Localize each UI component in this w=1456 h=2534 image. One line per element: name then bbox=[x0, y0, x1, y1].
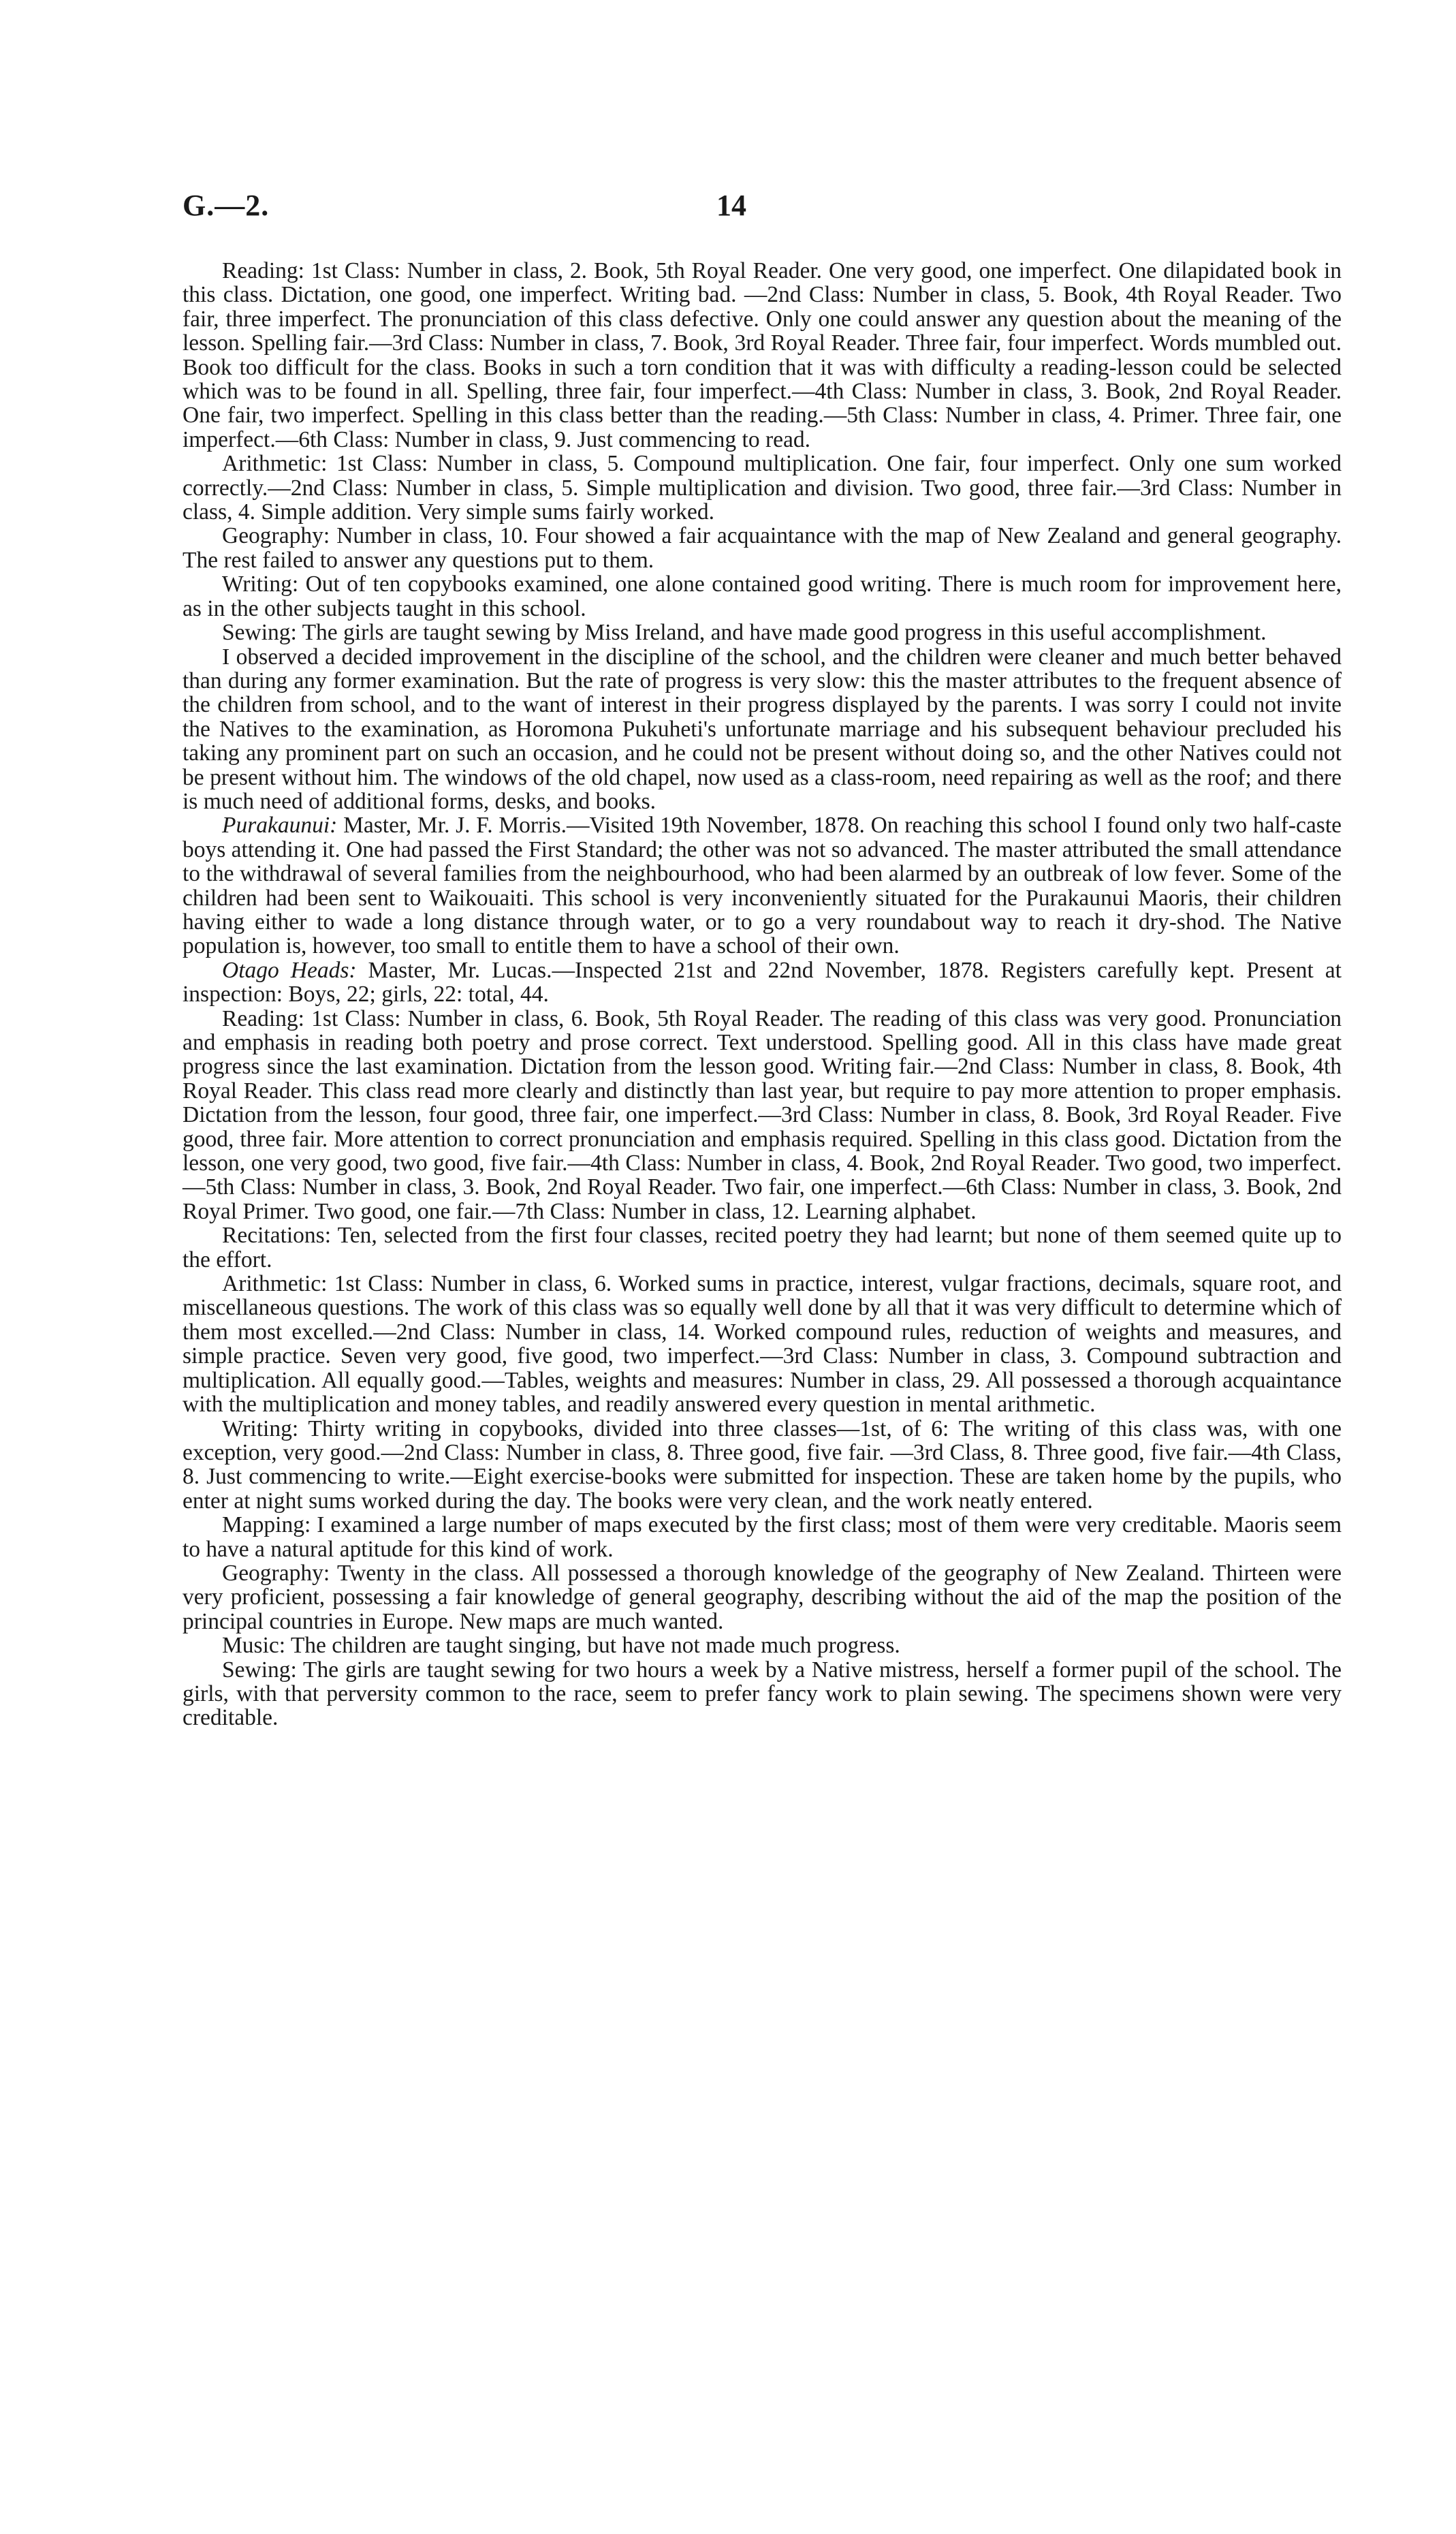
paragraph-recitations: Recitations: Ten, selected from the first four classes, recited poetry they had learnt; but none of them seemed quite up to the effort. bbox=[183, 1223, 1342, 1272]
paragraph-reading-2: Reading: 1st Class: Number in class, 6. Book, 5th Royal Reader. The reading of this class was very good. Pronunciation and emphasis in reading both poetry and prose correct. Text understood. Spelling good. All in this class have made great progress since the last examination. Dictation from the lesson good. Writing fair.—2nd Class: Number in class, 8. Book, 4th Royal Reader. This class read more clearly and distinctly than last year, but require to pay more attention to proper emphasis. Dictation from the lesson, four good, three fair, one imperfect.—3rd Class: Number in class, 8. Book, 3rd Royal Reader. Five good, three fair. More attention to correct pronunciation and emphasis required. Spelling in this class good. Dictation from the lesson, one very good, two good, five fair.—4th Class: Number in class, 4. Book, 2nd Royal Reader. Two good, two imperfect.—5th Class: Number in class, 3. Book, 2nd Royal Reader. Two fair, one imperfect.—6th Class: Number in class, 3. Book, 2nd Royal Primer. Two good, one fair.—7th Class: Number in class, 12. Learning alphabet. bbox=[183, 1005, 1342, 1224]
paragraph-purakaunui: Purakaunui: Master, Mr. J. F. Morris.—Visited 19th November, 1878. On reaching this school I found only two half-caste boys attending it. One had passed the First Standard; the other was not so advanced. The master attributed the small attendance to the withdrawal of several families from the neighbourhood, who had been alarmed by an outbreak of low fever. Some of the children had been sent to Waikouaiti. This school is very inconveniently situated for the Purakaunui Maoris, their children having either to wade a long distance through water, or to go a very roundabout way to reach it dry-shod. The Native population is, however, too small to entitle them to have a school of their own. bbox=[183, 813, 1342, 959]
paragraph-geography-2: Geography: Twenty in the class. All possessed a thorough knowledge of the geography of New Zealand. Thirteen were very proficient, possessing a fair knowledge of general geography, describing without the aid of the map the position of the principal countries in Europe. New maps are much wanted. bbox=[183, 1560, 1342, 1634]
report-reference: G.—2. bbox=[183, 189, 270, 222]
paragraph-sewing-1: Sewing: The girls are taught sewing by Miss Ireland, and have made good progress in this useful accomplishment. bbox=[222, 620, 1267, 646]
paragraph-arithmetic-2: Arithmetic: 1st Class: Number in class, 6. Worked sums in practice, interest, vulgar fractions, decimals, square root, and miscellaneous questions. The work of this class was so equally well done by all that it was very difficult to determine which of them most excelled.—2nd Class: Number in class, 14. Worked compound rules, reduction of weights and measures, and simple practice. Seven very good, five good, two imperfect.—3rd Class: Number in class, 3. Compound subtraction and multiplication. All equally good.—Tables, weights and measures: Number in class, 29. All possessed a thorough acquaintance with the multiplication and money tables, and readily answered every question in mental arithmetic. bbox=[183, 1271, 1342, 1418]
paragraph-reading-1: Reading: 1st Class: Number in class, 2. Book, 5th Royal Reader. One very good, one imperfect. One dilapidated book in this class. Dictation, one good, one imperfect. Writing bad. —2nd Class: Number in class, 5. Book, 4th Royal Reader. Two fair, three imperfect. The pronunciation of this class defective. Only one could answer any question about the meaning of the lesson. Spelling fair.—3rd Class: Number in class, 7. Book, 3rd Royal Reader. Three fair, four imperfect. Words mumbled out. Book too difficult for the class. Books in such a torn condition that it was with difficulty a reading-lesson could be selected which was to be found in all. Spelling, three fair, four imperfect.—4th Class: Number in class, 3. Book, 2nd Royal Reader. One fair, two imperfect. Spelling in this class better than the reading.—5th Class: Number in class, 4. Primer. Three fair, one imperfect.—6th Class: Number in class, 9. Just commencing to read. bbox=[183, 258, 1342, 452]
school-name-purakaunui: Purakaunui: bbox=[222, 813, 338, 839]
paragraph-sewing-2: Sewing: The girls are taught sewing for two hours a week by a Native mistress, herself a former pupil of the school. The girls, with that perversity common to the race, seem to prefer fancy work to plain sewing. The specimens shown were very creditable. bbox=[183, 1657, 1342, 1731]
school-name-otago-heads: Otago Heads: bbox=[222, 957, 357, 983]
paragraph-arithmetic-1: Arithmetic: 1st Class: Number in class, 5. Compound multiplication. One fair, four imperfect. Only one sum worked correctly.—2nd Class: Number in class, 5. Simple multiplication and division. Two good, three fair.—3rd Class: Number in class, 4. Simple addition. Very simple sums fairly worked. bbox=[183, 451, 1342, 525]
paragraph-writing-2: Writing: Thirty writing in copybooks, divided into three classes—1st, of 6: The writing of this class was, with one exception, very good.—2nd Class: Number in class, 8. Three good, five fair. —3rd Class, 8. Three good, five fair.—4th Class, 8. Just commencing to write.—Eight exercise-books were submitted for inspection. These are taken home by the pupils, who enter at night sums worked during the day. The books were very clean, and the work neatly entered. bbox=[183, 1415, 1342, 1514]
paragraph-writing-1: Writing: Out of ten copybooks examined, one alone contained good writing. There is much room for improvement here, as in the other subjects taught in this school. bbox=[183, 572, 1342, 621]
report-body bbox=[183, 259, 1342, 1730]
paragraph-mapping: Mapping: I examined a large number of maps executed by the first class; most of them were very creditable. Maoris seem to have a natural aptitude for this kind of work. bbox=[183, 1512, 1342, 1562]
paragraph-observations: I observed a decided improvement in the discipline of the school, and the children were cleaner and much better behaved than during any former examination. But the rate of progress is very slow: this the master attributes to the frequent absence of the children from school, and to the want of interest in their progress displayed by the parents. I was sorry I could not invite the Natives to the examination, as Horomona Pukuheti's unfortunate marriage and his subsequent behaviour precluded his taking any prominent part on such an occasion, and he could not be present without doing so, and the other Natives could not be present without him. The windows of the old chapel, now used as a class-room, need repairing as well as the roof; and there is much need of additional forms, desks, and books. bbox=[183, 644, 1342, 814]
paragraph-geography-1: Geography: Number in class, 10. Four showed a fair acquaintance with the map of New Zealand and general geography. The rest failed to answer any questions put to them. bbox=[183, 523, 1342, 573]
paragraph-otago-heads: Otago Heads: Master, Mr. Lucas.—Inspected 21st and 22nd November, 1878. Registers carefully kept. Present at inspection: Boys, 22; girls, 22: total, 44. bbox=[183, 957, 1342, 1007]
paragraph-music: Music: The children are taught singing, but have not made much progress. bbox=[222, 1633, 900, 1659]
page-number: 14 bbox=[716, 189, 746, 222]
